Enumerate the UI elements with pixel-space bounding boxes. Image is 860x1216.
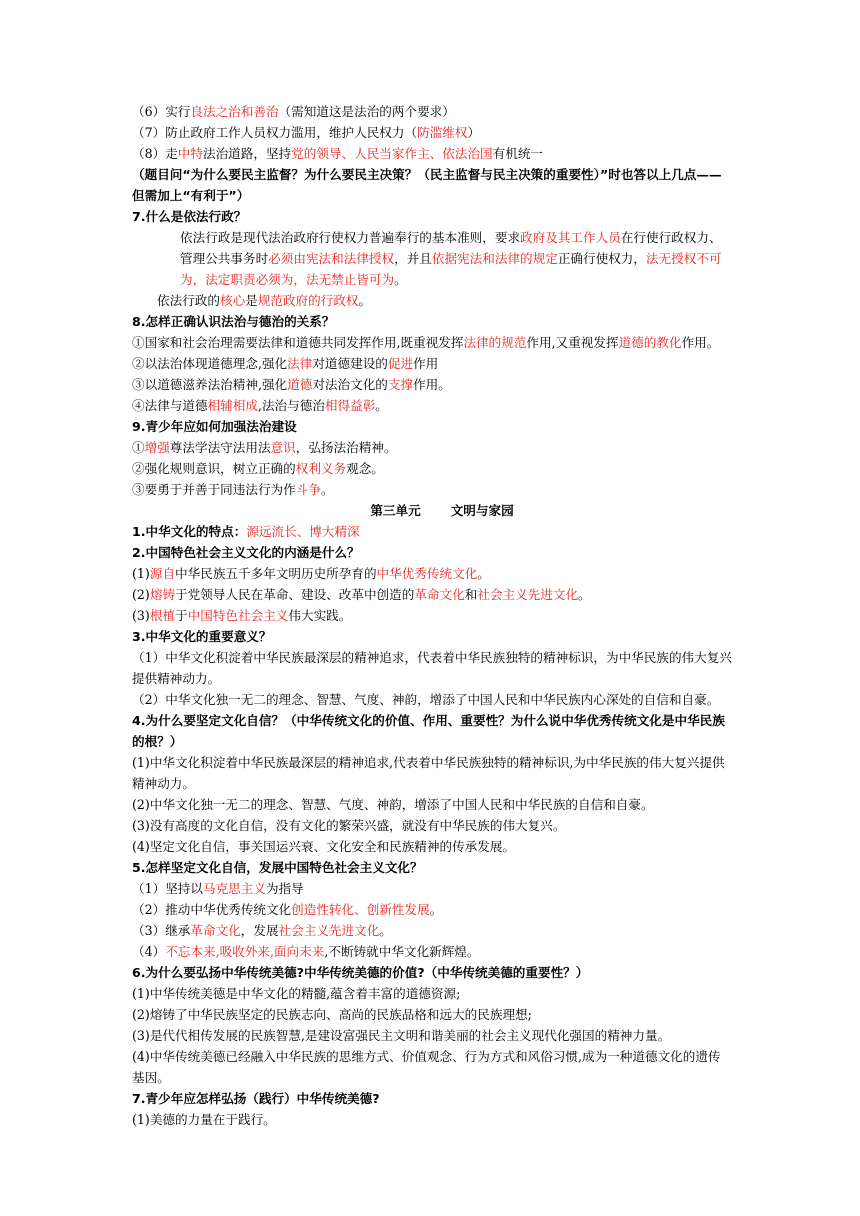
text-span: （8）走 xyxy=(132,146,178,161)
text-span: 中华民族五千多年文明历史所孕育的 xyxy=(175,566,377,581)
highlight-text: 政府及其工作人员 xyxy=(520,230,621,245)
paragraph xyxy=(132,374,732,395)
highlight-text: 源远流长、博大精深 xyxy=(246,524,360,539)
question-heading xyxy=(132,164,732,206)
highlight-text: 熔铸 xyxy=(149,587,176,602)
highlight-text: 党的领导、人民当家作主、依法治国 xyxy=(291,146,493,161)
highlight-text: 意识 xyxy=(270,440,296,455)
highlight-text: 创造性转化、创新性发展 xyxy=(291,902,430,917)
paragraph xyxy=(132,983,732,1004)
text-span: 。 xyxy=(394,272,407,287)
text-span: ④法律与道德 xyxy=(132,398,208,413)
question-heading xyxy=(132,521,732,542)
highlight-text: 相辅相成 xyxy=(207,398,258,413)
text-span: 6.为什么要弘扬中华传统美德?中华传统美德的价值?（中华传统美德的重要性？） xyxy=(132,965,589,980)
unit-heading xyxy=(132,500,732,521)
paragraph xyxy=(132,290,732,311)
paragraph xyxy=(132,143,732,164)
text-span: （3）继承 xyxy=(132,923,191,938)
text-span: ,法治与德治 xyxy=(257,398,325,413)
paragraph xyxy=(132,1109,732,1130)
text-span: 1.中华文化的特点： xyxy=(132,524,247,539)
highlight-text: 中特 xyxy=(177,146,203,161)
text-span: (4)坚定文化自信，事关国运兴衰、文化安全和民族精神的传承发展。 xyxy=(132,839,516,854)
text-span: ,不断铸就中华文化新辉煌。 xyxy=(324,944,480,959)
highlight-text: 斗争 xyxy=(295,482,321,497)
text-span: 9.青少年应如何加强法治建设 xyxy=(132,419,297,434)
text-span: 。 xyxy=(375,398,388,413)
highlight-text: 中华优秀传统文化 xyxy=(376,566,478,581)
text-span: ②以法治体现道德理念,强化 xyxy=(132,356,288,371)
highlight-text: 源自 xyxy=(149,566,176,581)
text-span: 为指导 xyxy=(265,881,304,896)
highlight-text: 马克思主义 xyxy=(202,881,266,896)
text-span: 2.中国特色社会主义文化的内涵是什么？ xyxy=(132,545,360,560)
highlight-text: 不忘本来,吸收外来,面向未来 xyxy=(165,944,325,959)
question-heading xyxy=(132,416,732,437)
paragraph xyxy=(132,479,732,500)
text-span: 7.什么是依法行政？ xyxy=(132,209,247,224)
paragraph xyxy=(132,794,732,815)
question-heading xyxy=(132,542,732,563)
text-span: 。 xyxy=(320,482,334,497)
text-span: （1）中华文化积淀着中华民族最深层的精神追求，代表着中华民族独特的精神标识，为中华民族的伟大复兴提供精神动力。 xyxy=(132,650,732,686)
highlight-text: 社会主义先进文化 xyxy=(477,587,579,602)
paragraph xyxy=(132,1004,732,1025)
text-span: 。 xyxy=(477,566,490,581)
text-span: （4） xyxy=(132,944,166,959)
text-span: 在行使行政权力、管理公共事务时 xyxy=(180,230,722,266)
text-span: 于党领导人民在革命、建设、改革中创造的 xyxy=(175,587,415,602)
paragraph xyxy=(132,584,732,605)
text-span: 。 xyxy=(379,923,392,938)
highlight-text: 道德的教化 xyxy=(618,335,682,350)
text-span: 作用。 xyxy=(413,377,451,392)
text-span: 观念。 xyxy=(346,461,384,476)
highlight-text: 良法之治和善治 xyxy=(190,104,279,119)
text-span: ） xyxy=(467,125,481,140)
text-span: （2）中华文化独一无二的理念、智慧、气度、神韵，增添了中国人民和中华民族内心深处的自信和自豪。 xyxy=(132,692,720,707)
text-span: (1)美德的力量在于践行。 xyxy=(132,1112,276,1127)
text-span: （1）坚持以 xyxy=(132,881,203,896)
paragraph xyxy=(132,227,732,290)
text-span: 作用,又重视发挥 xyxy=(526,335,619,350)
highlight-text: 增强 xyxy=(144,440,170,455)
text-span: 于 xyxy=(175,608,188,623)
paragraph xyxy=(132,605,732,626)
text-span: (4)中华传统美德已经融入中华民族的思维方式、价值观念、行为方式和风俗习惯,成为一种道德文化的遗传基因。 xyxy=(132,1049,721,1085)
text-span: 尊法学法守法用法 xyxy=(169,440,271,455)
question-heading xyxy=(132,1088,732,1109)
highlight-text: 依据宪法和法律的规定 xyxy=(431,251,558,266)
text-span: ③以道德滋养法治精神,强化 xyxy=(132,377,288,392)
text-span: 作用 xyxy=(413,356,439,371)
paragraph xyxy=(132,563,732,584)
text-span: (3) xyxy=(132,608,150,623)
paragraph xyxy=(132,458,732,479)
text-span: （2）推动中华优秀传统文化 xyxy=(132,902,292,917)
text-span: 法治道路，坚持 xyxy=(202,146,292,161)
text-span: (2)熔铸了中华民族坚定的民族志向、高尚的民族品格和远大的民族理想; xyxy=(132,1007,532,1022)
paragraph xyxy=(132,815,732,836)
text-span: 3.中华文化的重要意义？ xyxy=(132,629,272,644)
highlight-text: 支撑 xyxy=(387,377,414,392)
question-heading xyxy=(132,626,732,647)
text-span: (1)中华传统美德是中华文化的精髓,蕴含着丰富的道德资源; xyxy=(132,986,461,1001)
text-span: (2) xyxy=(132,587,150,602)
text-span: 有机统一 xyxy=(492,146,544,161)
text-span: ③要勇于并善于同违法行为作 xyxy=(132,482,296,497)
highlight-text: 权利义务 xyxy=(295,461,347,476)
text-span: ②强化规则意识，树立正确的 xyxy=(132,461,296,476)
highlight-text: 法无授权不可为，法定职责必须为，法无禁止皆可为 xyxy=(180,251,722,287)
paragraph xyxy=(132,1025,732,1046)
text-span: (1) xyxy=(132,566,150,581)
unit-number: 第三单元 xyxy=(370,503,421,518)
highlight-text: 中国特色社会主义 xyxy=(187,608,289,623)
text-span: 7.青少年应怎样弘扬（践行）中华传统美德? xyxy=(132,1091,380,1106)
text-span: ，发展 xyxy=(240,923,279,938)
paragraph xyxy=(132,437,732,458)
text-span: （7）防止政府工作人员权力滥用，维护人民权力（ xyxy=(132,125,418,140)
text-span: 。 xyxy=(358,293,372,308)
highlight-text: 防滥维权 xyxy=(417,125,468,140)
highlight-text: 相得益彰 xyxy=(324,398,376,413)
paragraph xyxy=(132,122,732,143)
paragraph xyxy=(132,689,732,710)
text-span: 伟大实践。 xyxy=(288,608,352,623)
text-span: 。 xyxy=(429,902,443,917)
text-span: 依法行政是现代法治政府行使权力普遍奉行的基本准则，要求 xyxy=(180,230,521,245)
text-span: ① xyxy=(132,440,145,455)
highlight-text: 道德 xyxy=(287,377,313,392)
paragraph xyxy=(132,899,732,920)
highlight-text: 革命文化 xyxy=(190,923,241,938)
text-span: 依法行政的 xyxy=(157,293,220,308)
paragraph xyxy=(132,395,732,416)
highlight-text: 根植 xyxy=(149,608,176,623)
highlight-text: 革命文化 xyxy=(414,587,465,602)
text-span: (1)中华文化积淀着中华民族最深层的精神追求,代表着中华民族独特的精神标识,为中华民族的伟大复兴提供精神动力。 xyxy=(132,755,725,791)
text-span: (3)没有高度的文化自信，没有文化的繁荣兴盛，就没有中华民族的伟大复兴。 xyxy=(132,818,566,833)
paragraph xyxy=(132,353,732,374)
question-heading xyxy=(132,710,732,752)
question-heading xyxy=(132,311,732,332)
text-span: 和 xyxy=(464,587,478,602)
question-heading xyxy=(132,206,732,227)
paragraph xyxy=(132,752,732,794)
highlight-text: 必须由宪法和法律授权 xyxy=(268,251,395,266)
highlight-text: 核心 xyxy=(219,293,246,308)
paragraph xyxy=(132,647,732,689)
text-span: 对道德建设的 xyxy=(312,356,388,371)
question-heading xyxy=(132,857,732,878)
document-body xyxy=(132,101,732,1130)
text-span: 作用。 xyxy=(681,335,720,350)
paragraph xyxy=(132,332,732,353)
paragraph xyxy=(132,941,732,962)
highlight-text: 法律 xyxy=(287,356,313,371)
highlight-text: 促进 xyxy=(387,356,414,371)
text-span: ，弘扬法治精神。 xyxy=(295,440,397,455)
paragraph xyxy=(132,878,732,899)
text-span: 正确行使权力， xyxy=(557,251,646,266)
text-span: （题目问“为什么要民主监督？为什么要民主决策？（民主监督与民主决策的重要性）”时也答以上几点——但需加上“有利于”） xyxy=(132,167,722,203)
highlight-text: 法律的规范 xyxy=(463,335,527,350)
highlight-text: 规范政府的行政权 xyxy=(257,293,359,308)
question-heading xyxy=(132,962,732,983)
text-span: 8.怎样正确认识法治与德治的关系？ xyxy=(132,314,335,329)
paragraph xyxy=(132,1046,732,1088)
text-span: (3)是代代相传发展的民族智慧,是建设富强民主文明和谐美丽的社会主义现代化强国的精神力量。 xyxy=(132,1028,671,1043)
unit-title: 文明与家园 xyxy=(450,503,514,518)
text-span: ，并且 xyxy=(394,251,432,266)
text-span: （6）实行 xyxy=(132,104,191,119)
paragraph xyxy=(132,920,732,941)
highlight-text: 社会主义先进文化 xyxy=(278,923,380,938)
text-span: 5.怎样坚定文化自信，发展中国特色社会主义文化？ xyxy=(132,860,423,875)
text-span: 对法治文化的 xyxy=(312,377,388,392)
text-span: (2)中华文化独一无二的理念、智慧、气度、神韵，增添了中国人民和中华民族的自信和自豪。 xyxy=(132,797,654,812)
paragraph xyxy=(132,836,732,857)
text-span: ①国家和社会治理需要法律和道德共同发挥作用,既重视发挥 xyxy=(132,335,464,350)
text-span: 是 xyxy=(245,293,258,308)
text-span: 。 xyxy=(578,587,591,602)
text-span: 4.为什么要坚定文化自信？（中华传统文化的价值、作用、重要性？为什么说中华优秀传统文化是中华民族的根？） xyxy=(132,713,725,749)
paragraph xyxy=(132,101,732,122)
text-span: （需知道这是法治的两个要求） xyxy=(278,104,455,119)
